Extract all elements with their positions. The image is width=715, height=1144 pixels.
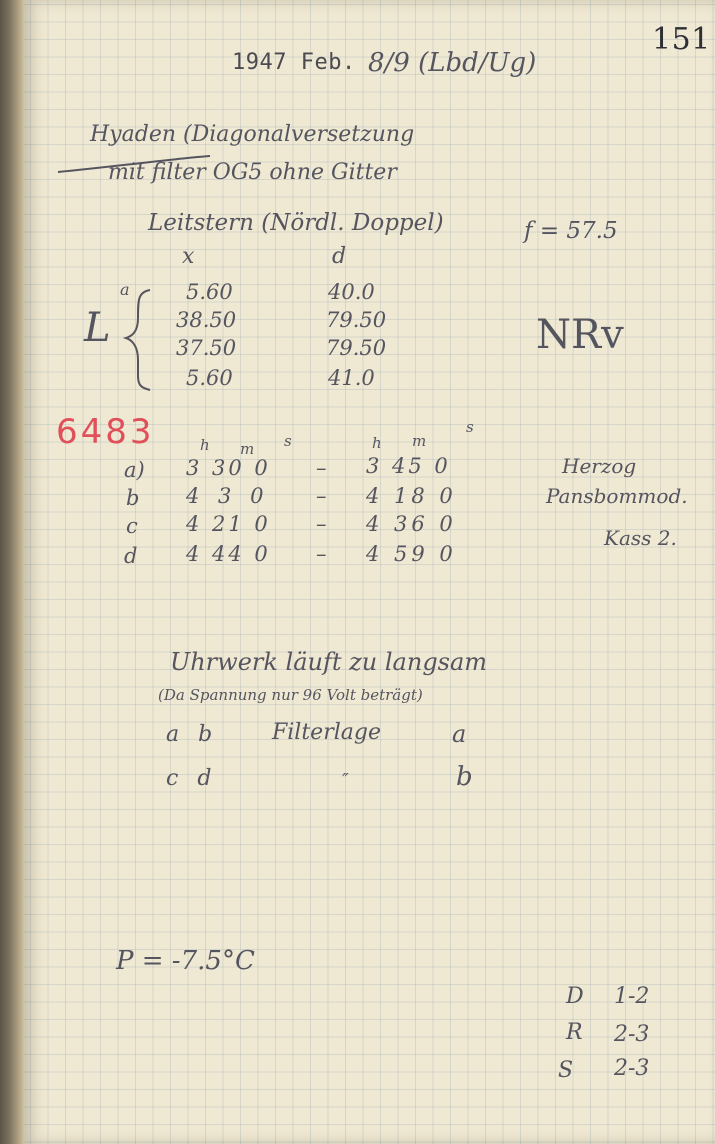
table-row-4-d: 41.0 xyxy=(328,366,375,390)
rating-r-value: 2-3 xyxy=(614,1022,650,1047)
column-header-x: x xyxy=(182,244,195,269)
unit-second-1: s xyxy=(284,432,292,450)
table-row-4-x: 5.60 xyxy=(186,366,233,390)
brace-mark: a xyxy=(120,280,130,299)
exposure-row-a-end: 3 45 0 xyxy=(366,454,451,478)
plate-number: 6483 xyxy=(56,412,155,452)
rating-d-key: D xyxy=(566,984,584,1009)
camera-note-line-3: Kass 2. xyxy=(604,526,677,550)
filter-row-2-label: ″ xyxy=(342,770,349,791)
exposure-row-c-id: c xyxy=(126,514,138,538)
nrv-note: NRv xyxy=(536,312,624,358)
table-row-3-d: 79.50 xyxy=(326,336,387,360)
exposure-row-b-id: b xyxy=(126,486,140,510)
exposure-row-d-start: 4 44 0 xyxy=(186,542,271,566)
filter-row-2-value: b xyxy=(456,762,473,792)
exposure-row-c-dash: – xyxy=(316,512,327,536)
filter-row-1-label: Filterlage xyxy=(272,720,381,745)
unit-hour-2: h xyxy=(372,434,382,452)
table-row-1-x: 5.60 xyxy=(186,280,233,304)
focus-value: f = 57.5 xyxy=(524,218,618,244)
guide-star-label: Leitstern (Nördl. Doppel) xyxy=(148,210,444,236)
table-row-2-x: 38.50 xyxy=(176,308,237,332)
title-underline xyxy=(58,156,210,172)
exposure-row-d-dash: – xyxy=(316,542,327,566)
filter-row-1-plates: a b xyxy=(166,722,219,747)
exposure-row-b-dash: – xyxy=(316,484,327,508)
clock-note-line-1: Uhrwerk läuft zu langsam xyxy=(170,648,488,676)
page-number: 151 xyxy=(652,22,711,57)
exposure-row-a-start: 3 30 0 xyxy=(186,456,271,480)
rating-r-key: R xyxy=(566,1020,583,1045)
exposure-row-c-end: 4 36 0 xyxy=(366,512,457,536)
table-brace xyxy=(126,290,150,390)
camera-note-line-1: Herzog xyxy=(562,454,637,478)
date-stamp: 1947 Feb. xyxy=(232,50,356,75)
title-line-1: Hyaden (Diagonalversetzung xyxy=(90,122,415,147)
unit-second-2: s xyxy=(466,418,474,436)
rating-d-value: 1-2 xyxy=(614,984,650,1009)
clock-note-line-2: (Da Spannung nur 96 Volt beträgt) xyxy=(158,686,423,704)
rating-s-value: 2-3 xyxy=(614,1056,650,1081)
exposure-row-a-id: a) xyxy=(124,458,145,482)
date-handwritten: 8/9 (Lbd/Ug) xyxy=(368,48,537,78)
column-header-d: d xyxy=(332,244,347,269)
temperature-note: P = -7.5°C xyxy=(116,946,255,976)
exposure-row-d-id: d xyxy=(124,544,138,568)
table-row-2-d: 79.50 xyxy=(326,308,387,332)
title-line-2: mit filter OG5 ohne Gitter xyxy=(108,160,397,185)
unit-minute-1: m xyxy=(240,440,255,458)
camera-note-line-2: Pansbommod. xyxy=(546,484,688,508)
filter-row-1-value: a xyxy=(452,720,467,748)
table-row-3-x: 37.50 xyxy=(176,336,237,360)
unit-minute-2: m xyxy=(412,432,427,450)
exposure-row-a-dash: – xyxy=(316,456,327,480)
filter-row-2-plates: c d xyxy=(166,766,218,791)
unit-hour-1: h xyxy=(200,436,210,454)
table-row-1-d: 40.0 xyxy=(328,280,375,304)
exposure-row-b-start: 4 3 0 xyxy=(186,484,270,508)
rating-s-key: S xyxy=(558,1058,574,1083)
exposure-row-c-start: 4 21 0 xyxy=(186,512,271,536)
brace-label: L xyxy=(84,305,111,351)
exposure-row-d-end: 4 59 0 xyxy=(366,542,457,566)
exposure-row-b-end: 4 18 0 xyxy=(366,484,457,508)
